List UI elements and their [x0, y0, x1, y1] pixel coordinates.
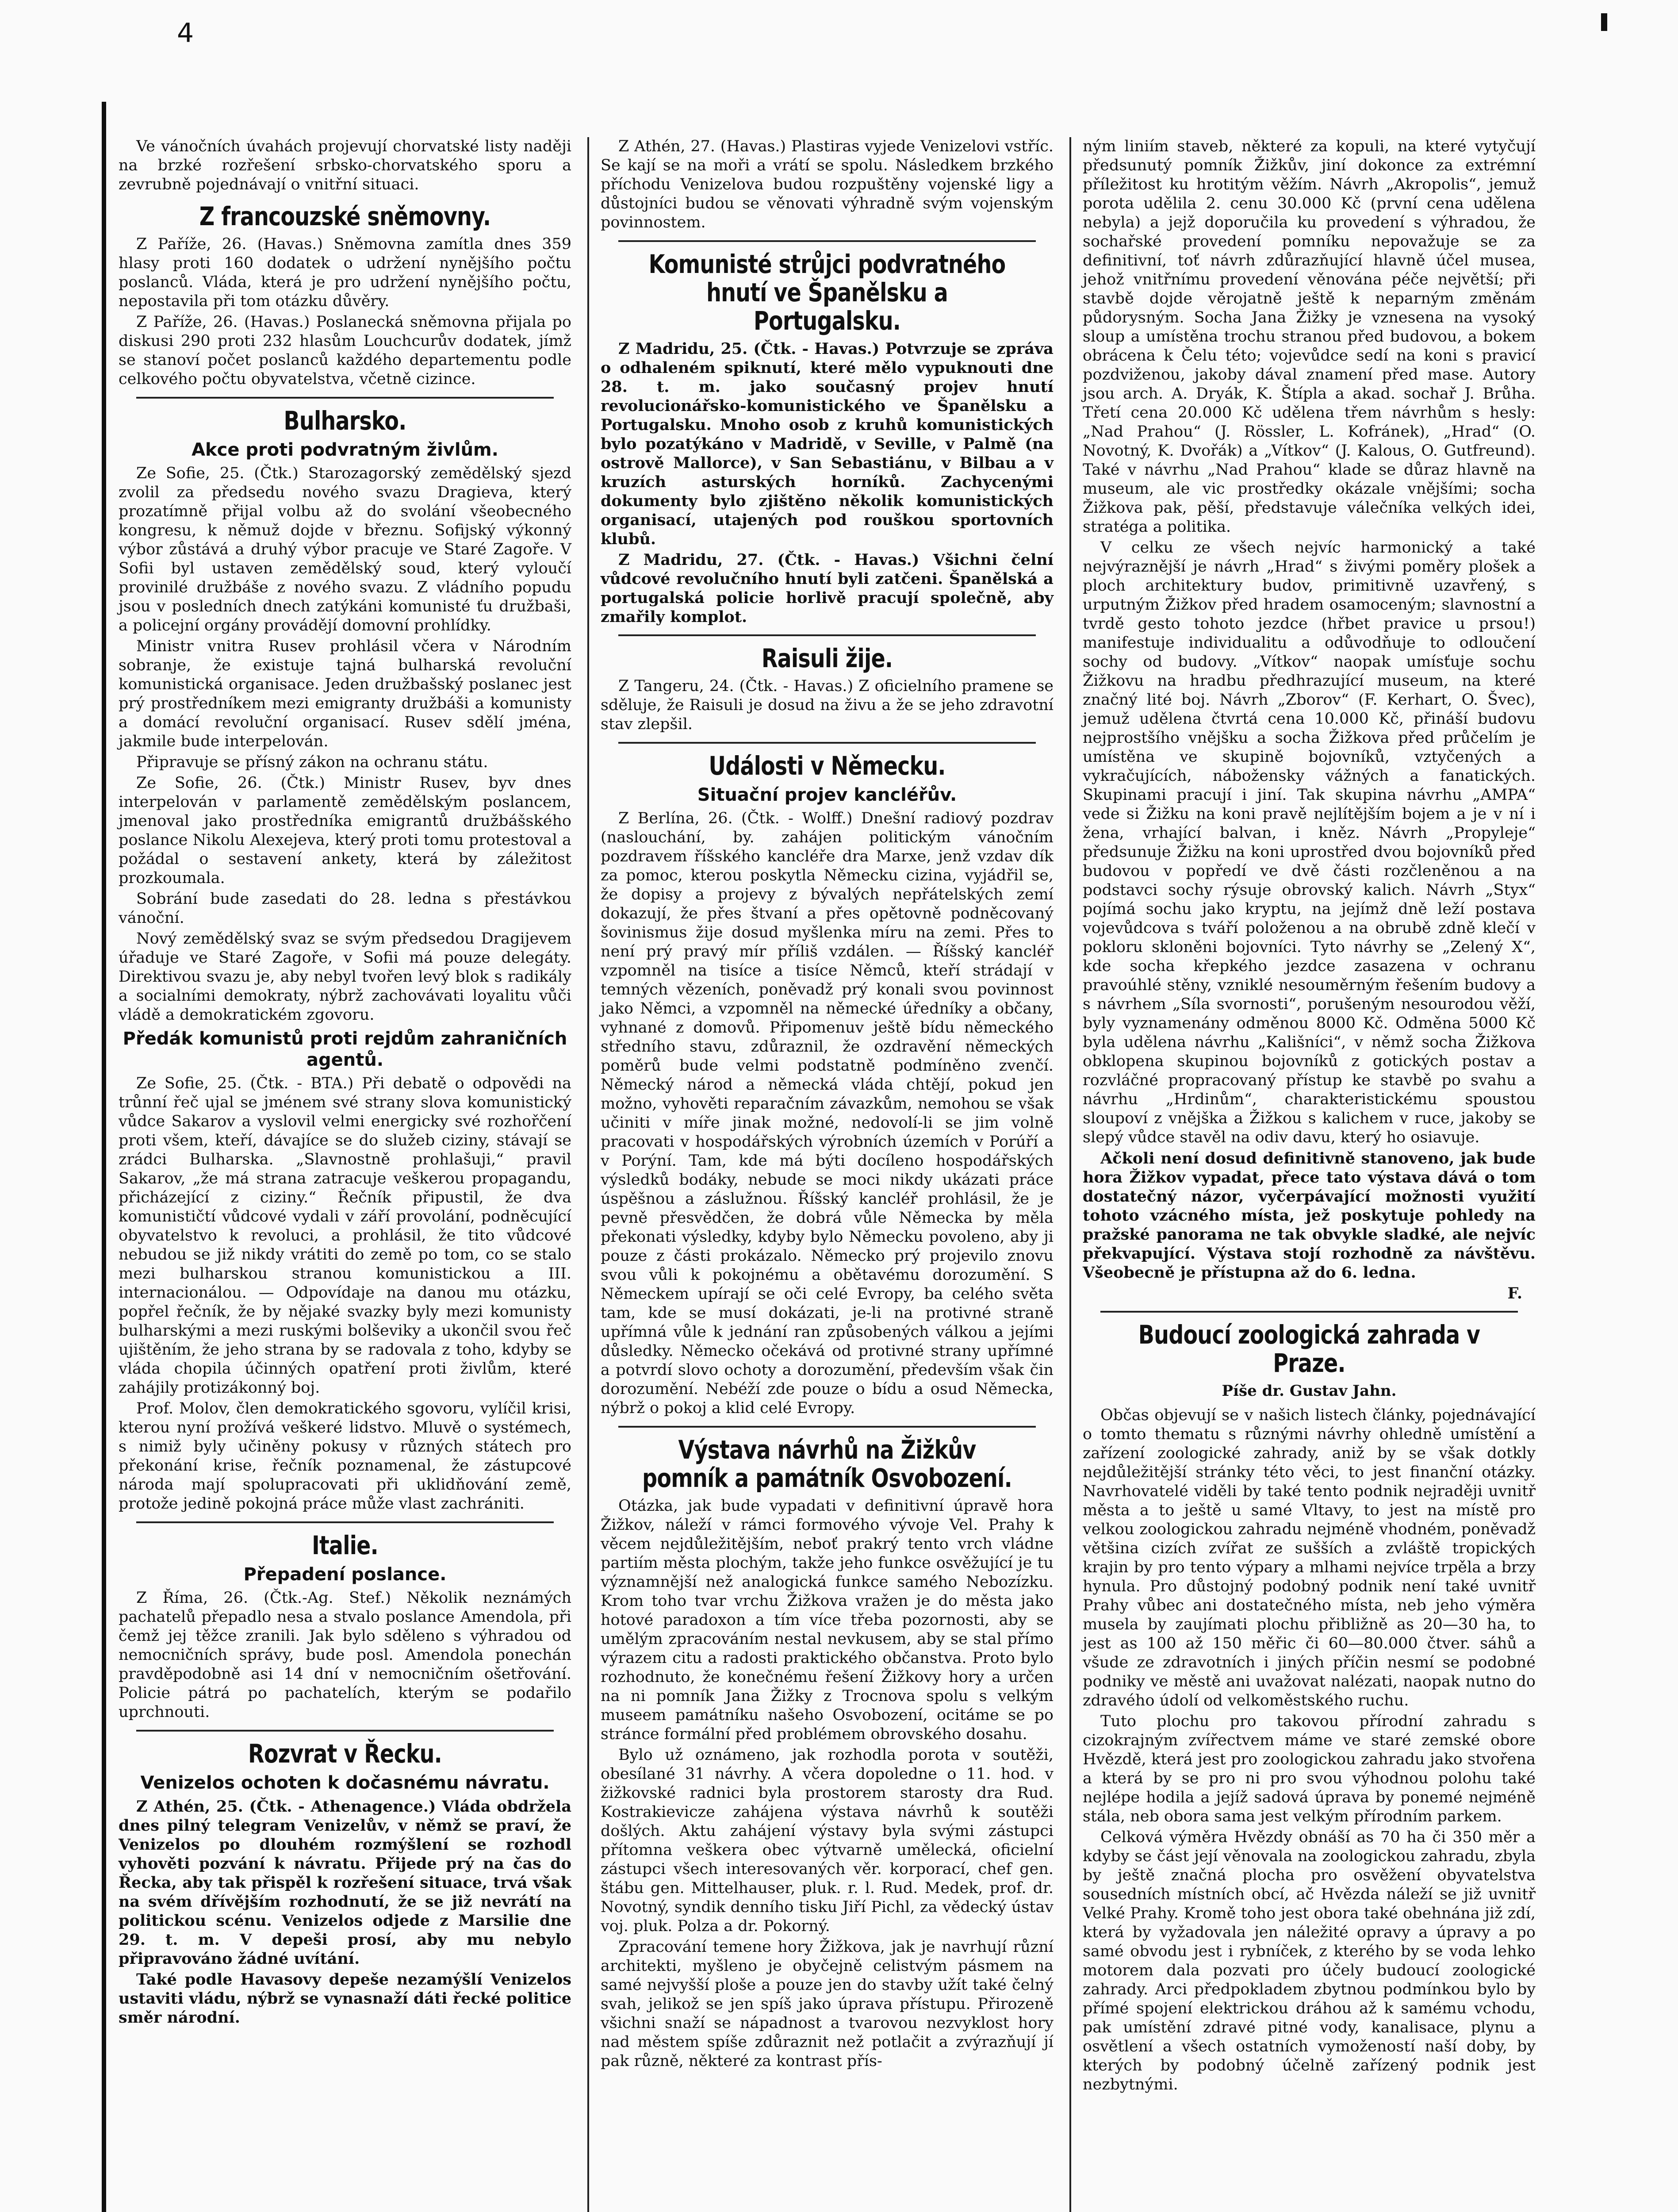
article-paragraph: Ačkoli není dosud definitivně stanoveno, jak bude hora Žižkov vypadat, přece tato výstava dává o tom dostatečný názor, vyčerpávající možnosti využití tohoto vzácného místa, jež poskytuje pohledy na pražské panorama ne tak obvykle sladké, ale nejvíc překvapující. Výstava stojí rozhodně za návštěvu. Všeobecně je přístupna až do 6. ledna. — [1083, 1149, 1536, 1282]
separator — [1100, 1311, 1518, 1313]
article-paragraph: Ze Sofie, 26. (Čtk.) Ministr Rusev, byv dnes interpelován v parlamentě zemědělským poslancem, jmenoval jako prostředníka emigrantů družbášského poslance Nikolu Alexejeva, který proti tomu protestoval a požádal o sestavení ankety, která by záležitost prozkoumala. — [119, 774, 571, 887]
article-paragraph: Ministr vnitra Rusev prohlásil včera v Národním sobranje, že existuje tajná bulharská revoluční komunistická organisace. Jeden družbašský poslanec jest prý prostředníkem mezi emigranty družbáši a komunisty a domácí revoluční organisací. Rusev sdělí jména, jakmile bude interpelován. — [119, 637, 571, 750]
article-paragraph: Občas objevují se v našich listech články, pojednávající o tomto thematu s různými návrhy ohledně umístění a zařízení zoologické zahrady, aniž by se však dotkly nejdůležitější stránky této věci, to jest finanční otázky. Navrhovatelé viděli by také tento podnik nejraději uvnitř města a to ještě u samé Vltavy, to jest na místě pro velkou zoologickou zahradu nejméně vhodném, poněvadž většina cizích zvířat ze sušších a zvláště tropických krajin by pro tento výpary a mlhami nejvíce trpěla a brzy hynula. Pro důstojný podobný podnik není také uvnitř Prahy vůbec ani dostatečného místa, neb jeho výměra musela by zaujímati plochu přibližně as 20—30 ha, to jest as 100 až 150 měřic či 60—80.000 čtver. sáhů a všude ze zdravotních i jiných příčin nesmí se podobné podniky ve městě ani uvažovat nalézati, naopak nutno do zdravého údolí od velkoměstského ruchu. — [1083, 1406, 1536, 1709]
subheading-action: Akce proti podvratným živlům. — [192, 440, 498, 460]
column-2 — [593, 137, 1061, 2212]
article-paragraph: ným liniím staveb, některé za kopuli, na které vytyčují předsunutý pomník Žižkův, jiní dokonce za extrémní příležitost ku hrotitým věžím. Návrh „Akropolis“, jemuž porota udělila 2. cenu 30.000 Kč (první cena udělena nebyla) a jejž doporučila ku provedení s výhradou, že sochařské provedení pomníku nepovažuje se za definitivní, toť návrh zdůrazňující hlavně účel musea, jehož vnitřnímu provedení věnována péče největší; při stavbě dojde věrojatně ještě k neparným změnám půdorysným. Socha Jana Žižky je vznesena na vysoký sloup a umístěna trochu stranou před budovou, a bokem obrácena k Čelu této; vojevůdce sedí na koni s pravicí pozdviženou, jakoby dával znamení před mase. Autory jsou arch. A. Dryák, K. Štípla a akad. sochař J. Brůha. Třetí cena 20.000 Kč udělena třem návrhům s hesly: „Nad Prahou“ (J. Rössler, L. Kofránek), „Hrad“ (O. Novotný, K. Dvořák) a „Vítkov“ (J. Kalous, O. Gutfreund). Také v návrhu „Nad Prahou“ klade se důraz hlavně na museum, ale vic prostředky okázale vnějšími; socha Žižkova pak, pěší, představuje válečníka velkých idei, stratéga a politika. — [1083, 138, 1536, 536]
separator — [618, 240, 1036, 242]
article-paragraph: Ze Sofie, 25. (Čtk. - BTA.) Při debatě o odpovědi na trůnní řeč ujal se jménem své strany slova komunistický vůdce Sakarov a vyslovil velmi energicky své rozhořčení proti všem, kteří, dávajíce se do služeb ciziny, stávají se zrádci Bulharska. „Slavnostně prohlašuji,“ pravil Sakarov, „že má strana zatracuje veškerou propagandu, přicházející z ciziny.“ Řečník připustil, že dva komunističtí vůdcové vydali v září provolání, podněcující obyvatelstvo k revoluci, a prohlásil, že tito vůdcové nebudou se již nikdy vrátiti do země po tom, co se stalo mezi bulharskou stranou komunistickou a III. internacionálou. — Odpovídaje na danou mu otázku, popřel řečník, že by nějaké svazky byly mezi komunisty bulharskými a mezi ruskými bolševiky a ukončil svou řeč ujištěním, že jeho strana by se radovala z toho, kdyby se vláda chopila účinných opatření proti živlům, které zahájily protizákonný boj. — [119, 1075, 571, 1397]
article-paragraph: Z Říma, 26. (Čtk.-Ag. Stef.) Několik neznámých pachatelů přepadlo nesa a stvalo poslance Amendola, při čemž jej těžce zranili. Jak bylo sděleno s výhradou od nemocničních správy, bude posl. Amendola ponechán pravděpodobně asi 14 dní v nemocničním ošetřování. Policie pátrá po pachatelích, kterým se podařilo uprchnouti. — [119, 1589, 571, 1721]
column-rule-1 — [587, 137, 589, 2212]
byline: Píše dr. Gustav Jahn. — [1222, 1382, 1397, 1400]
heading-greece: Rozvrat v Řecku. — [248, 1739, 442, 1769]
subheading-italy: Přepadení poslance. — [243, 1564, 447, 1585]
article-paragraph: Prof. Molov, člen demokratického sgovoru, vylíčil krisi, kterou nyní prožívá veškeré lidstvo. Mluvě o systémech, s nimiž byly učiněny pokusy v různých státech pro překonání krise, řečník poznamenal, že zástupcové národa mají spolupracovati při uklidňování země, protože jedině pokojná práce může vlast zachrániti. — [119, 1400, 571, 1513]
article-paragraph: V celku ze všech nejvíc harmonický a také nejvýraznější je návrh „Hrad“ s živými poměry plošek a ploch architektury budov, primitivně uzavřený, s urputným Žižkov před hradem osamoceným; slavnostní a tvrdě gesto tohoto jezdce (hřbet pravice u prsou!) manifestuje individualitu a odůvodňuje to odloučení sochy od budovy. „Vítkov“ naopak umísťuje sochu Žižkovu na hradbu předhrazující museum, na které značný lité boj. Návrh „Zborov“ (F. Kerhart, O. Švec), jemuž udělena čtvrtá cena 10.000 Kč, přináší budovu nejprostšího vnějšku a socha Žižkova před průčelím je umístěna ve skupině bojovníků, vztyčených a vykračujících, nábožensky vážných a fanatických. Skupinami pracují i jiní. Tak skupina návrhu „AMPA“ vede si Žižku na koni pravě nejlítějším bojem a je v ní i žena, vrhající balvan, i kněz. Návrh „Propyleje“ předsunuje Žižku na koni uprostřed dvou bojovníků před budovou v popředí ve dvě části rozčleněnou a na podstavci sochy rýsuje obrovský kalich. Návrh „Styx“ pojímá sochu jako kryptu, na jejímž dně leží postava vojevůdcova s tváří položenou a na obrubě zdně klečí v pokloru skloněni bojovníci. Tyto návrhy se „Zelený X“, kde socha křepkého jezdce zasazena v ochranu pravoúhlé stěny, vzniklé nesouměrným řešením budovy a s návrhem „Síla svornosti“, porušeným nesourodou věží, byly vyznamenány odměnou 8000 Kč. Odměna 5000 Kč byla udělena návrhu „Kališníci“, v němž socha Žižkova obklopena skupinou bojovníků z gotických postav a rozvláčné propracovaný přístup ke stavbě po svahu a návrhu „Hrdinům“, charakteristickému spoustou sloupoví z vnějška a Žižkou s kalichem v ruce, jakoby se slepý vůdce stavěl na odiv davu, který ho osiavuje. — [1083, 539, 1536, 1146]
article-paragraph: Připravuje se přísný zákon na ochranu státu. — [136, 753, 488, 771]
column-3 — [1075, 137, 1544, 2212]
heading-raisuli: Raisuli žije. — [761, 643, 893, 673]
column-rule-2 — [1069, 137, 1071, 2212]
article-paragraph: Celková výměra Hvězdy obnáší as 70 ha či 350 měr a kdyby se část její věnovala na zoologickou zahradu, zbyla by ještě značná plocha pro osvěžení obyvatelstva sousedních místních obcí, ač Hvězda náleží se již uvnitř Velké Prahy. Kromě toho jest obora také obehnána již zdí, která by vyžadovala jen náležité opravy a úpravy a po samé obvodu jest i rybníček, z kterého by se voda lehko motorem dala pozvati pro účely budoucí zoologické zahrady. Arci předpokladem zbytnou podmínkou bylo by přímé spojení elektrickou dráhou až k samému vchodu, pak umístění zdravé pitné vody, kanalisace, plynu a osvětlení a všech ostatních vymožeností naší doby, by kterých by podobný účelně zařízený podnik jest nezbytnými. — [1083, 1828, 1536, 2093]
subheading-communist: Předák komunistů proti rejdům zahraničních agentů. — [123, 1029, 567, 1070]
separator — [136, 1730, 554, 1732]
article-paragraph: Z Tangeru, 24. (Čtk. - Havas.) Z oficielního pramene se sděluje, že Raisuli je dosud na živu a že se jeho zdravotní stav zlepšil. — [601, 677, 1054, 733]
separator — [618, 742, 1036, 744]
article-paragraph: Otázka, jak bude vypadati v definitivní úpravě hora Žižkov, náleží v rámci formového vývoje Vel. Prahy k věcem nejdůležitějším, neboť prakrý tento vrch vládne partiím města plochým, takže jeho funkce osvěžující je tu významnější než analogická funkce samého Nebozízku. Krom toho tvar vrchu Žižkova vražen je do města jako hotové paradoxon a tím více třeba pozornosti, aby se umělým zpracováním nestal nevkusem, aby se stal přímo výrazem citu a radosti praktického občanstva. Proto bylo rozhodnuto, že konečnému řešení Žižkovy hory a určen na ni pomník Jana Žižky z Trocnova spolu s velkým museem památníku našeho Osvobození, ocitáme se po stránce formální před problémem obrovského dosahu. — [601, 1497, 1054, 1743]
article-paragraph: Ze Sofie, 25. (Čtk.) Starozagorský zemědělský sjezd zvolil za předsedu nového svazu Dragieva, který prozatímně přijal volbu až do svolání všeobecného kongresu, k němuž dojde v březnu. Sofijský výkonný výbor zůstává a druhý výbor pracuje ve Staré Zagoře. V Sofii byl ustaven zemědělský soud, který vyloučí provinilé družbáše z nového svazu. Z vládního popudu jsou v posledních dnech zatýkáni komunisté ťu družbaši, a policejní orgány provádějí domovní prohlídky. — [119, 465, 571, 634]
article-paragraph: Z Berlína, 26. (Čtk. - Wolff.) Dnešní radiový pozdrav (naslouchání, by. zahájen politickým vánočním pozdravem říšského kancléře dra Marxe, jenž vzdav dík za pomoc, kterou poskytla Německu cizina, vyjádřil se, že dopisy a projevy z bývalých nepřátelských zemí dokazují, že přes štvaní a přes opětovně podněcovaný šovinismus žije dosud myšlenka míru na zemi. Přes to není prý pravý mír příliš vzdálen. — Říšský kancléř vzpomněl na tisíce a tisíce Němců, kteří strádají v temných vězeních, poněvadž prý konali svou povinnost jako Němci, a vzpomněl na německé úředníky a občany, vyhnané z domovů. Připomenuv ještě bídu německého středního stavu, zdůraznil, že ozdravění německých poměrů bude velmi podstatně podmíněno zvenčí. Německý národ a německá vláda chtějí, pokud jen možno, vyhověti reparačním závazkům, nemohou se však učiniti v míře jinak možné, nedovolí-li se jim volně pracovati v hospodářských výrobních územích v Porúří a v Porýní. Tam, kde má býti docíleno hospodářských výsledků bodáky, nebude se moci nikdy ukázati práce úspěšnou a záslužnou. Říšský kancléř prohlásil, že je pevně přesvědčen, že dobrá vůle Německa by měla překonati výsledky, kdyby bylo Německu povoleno, aby ji pouze z části prokázalo. Německo prý projevilo znovu svou vůli k pokojnému a obětavému dorozumění. S Německem upírají se oči celé Evropy, ba celého světa tam, kde se musí dokázati, je-li na protivné straně upřímná vůle k jednání ran způsobených válkou a jejími důsledky. Německo očekává od protivné strany upřímné a potvrdí slovo ochoty a dorozumění, především však čin dorozumění. Nebéží zde pouze o bídu a osud Německa, nýbrž o pokoj a klid celé Evropy. — [601, 810, 1054, 1417]
croatia-intro: Ve vánočních úvahách projevují chorvatské listy naději na brzké rozřešení srbsko-chorvatského sporu a zevrubně pojednávají o vnitřní situaci. — [119, 138, 571, 193]
article-paragraph: Z Madridu, 25. (Čtk. - Havas.) Potvrzuje se zpráva o odhaleném spiknutí, které mělo vypuknouti dne 28. t. m. jako současný projev hnutí revolucionářsko-komunistického ve Španělsku a Portugalsku. Mnoho osob z kruhů komunistických bylo pozatýkáno v Madridě, v Seville, v Palmě (na ostrově Mallorce), v San Sebastiánu, v Bilbau a v kruzích asturských horníků. Zachycenými dokumenty bylo zjištěno několik komunistických organisací, utajených pod rouškou sportovních klubů. — [601, 340, 1054, 548]
separator — [136, 1521, 554, 1523]
corner-mark-right — [1601, 13, 1607, 31]
article-paragraph: Také podle Havasovy depeše nezamýšlí Venizelos ustaviti vládu, nýbrž se vynasnaží dáti řecké politice směr národní. — [119, 1970, 571, 2027]
article-paragraph: Sobrání bude zasedati do 28. ledna s přestávkou vánoční. — [119, 890, 571, 927]
subheading-greece: Venizelos ochoten k dočasnému návratu. — [140, 1773, 550, 1793]
article-paragraph: Bylo už oznámeno, jak rozhodla porota v soutěži, obesílané 31 návrhy. A včera dopoledne o 11. hod. v žižkovské radnici byla prostorem starosty dra Rud. Kostrakievicze zahájena výstava návrhů k soutěži došlých. Aktu zahájení výstavy byla svými zástupci přítomna veškera obec výtvarně umělecká, oficielní zástupci všech interesovaných věr. korporací, chef gen. štábu gen. Mittelhauser, pluk. r. l. Rud. Medek, prof. dr. Novotný, syndik denního tisku Jiří Pichl, za vědecký ústav voj. pluk. Polza a dr. Pokorný. — [601, 1746, 1054, 1935]
page-number-mark: 4 — [177, 18, 194, 49]
separator — [136, 397, 554, 399]
article-paragraph: Nový zemědělský svaz se svým předsedou Dragijevem úřaduje ve Staré Zagoře, v Sofii má pouze delegáty. Direktivou svazu je, aby nebyl tvořen levý blok s radikály a socialními demokraty, nýbrž zachovávati loyalitu vůči vládě a demokratickém zgovoru. — [119, 930, 571, 1024]
separator — [618, 634, 1036, 636]
heading-italy: Italie. — [312, 1530, 378, 1560]
heading-germany: Události v Německu. — [709, 751, 946, 781]
heading-zoo: Budoucí zoologická zahrada v Praze. — [1138, 1320, 1480, 1378]
heading-exhibition: Výstava návrhů na Žižkův pomník a památník Osvobození. — [642, 1435, 1012, 1493]
article-paragraph: Zpracování temene hory Žižkova, jak je navrhují různí architekti, myšleno je obyčejně celistvým pásmem na samé nejvyšší ploše a pouze jen do stavby užít také čelný svah, jelikož se jen spíš jako úprava přístupu. Přirozeně všichni snaží se nápadnost a tvarovou nezvyklost hory nad městem spíše zdůraznit než potlačit a zvýrazňují jí pak různě, některé za kontrast přís- — [601, 1938, 1054, 2070]
column-1 — [111, 137, 579, 2212]
separator — [618, 1426, 1036, 1428]
article-paragraph: Tuto plochu pro takovou přírodní zahradu s cizokrajným zvířectvem máme ve staré zemské obore Hvězdě, která jest pro zoologickou zahradu jako stvořena a která by se pro ni pro svou výhodnou polohu také nejlépe hodila a jejíž sadová úprava by ponemé nejméně stála, neb obora sama jest velkým přírodním parkem. — [1083, 1713, 1536, 1825]
subheading-germany: Situační projev kancléřův. — [697, 785, 957, 805]
heading-france: Z francouzské sněmovny. — [199, 201, 491, 231]
article-paragraph: Z Madridu, 27. (Čtk. - Havas.) Všichni čelní vůdcové revolučního hnutí byli zatčeni. Španělská a portugalská policie horlivě pracují společně, aby zmařily komplot. — [601, 551, 1054, 626]
article-paragraph: Z Paříže, 26. (Havas.) Poslanecká sněmovna přijala po diskusi 290 proti 232 hlasům Louchcurův dodatek, jímž se stanoví počet poslanců každého departementu podle celkového počtu obyvatelstva, včetně cizince. — [119, 313, 571, 388]
article-paragraph: Z Paříže, 26. (Havas.) Sněmovna zamítla dnes 359 hlasy proti 160 dodatek o udržení nynějšího počtu poslanců. Vláda, která je pro udržení nynějšího počtu, nepostavila při tom otázku důvěry. — [119, 235, 571, 310]
author-initial: F. — [1507, 1284, 1522, 1302]
heading-spain: Komunisté strůjci podvratného hnutí ve Španělsku a Portugalsku. — [648, 249, 1006, 336]
article-paragraph: Z Athén, 25. (Čtk. - Athenagence.) Vláda obdržela dnes pilný telegram Venizelův, v němž se praví, že Venizelos po dlouhém rozmýšlení se rozhodl vyhověti pozvání k návratu. Přijede prý na čas do Řecka, aby tak přispěl k rozřešení situace, trvá však na svém dřívějším rozhodnutí, že se již nevrátí na politickou scénu. Venizelos odjede z Marsilie dne 29. t. m. V depeši prosí, aby mu nebylo připravováno žádné uvítání. — [119, 1797, 571, 1968]
heading-bulgaria: Bulharsko. — [283, 406, 406, 436]
article-paragraph: Z Athén, 27. (Havas.) Plastiras vyjede Venizelovi vstříc. Se kají se na moři a vrátí se spolu. Následkem brzkého příchodu Venizelova budou rozpuštěny vojenské ligy a důstojníci budou se věnovati výhradně svým vojenským povinnostem. — [601, 138, 1054, 231]
